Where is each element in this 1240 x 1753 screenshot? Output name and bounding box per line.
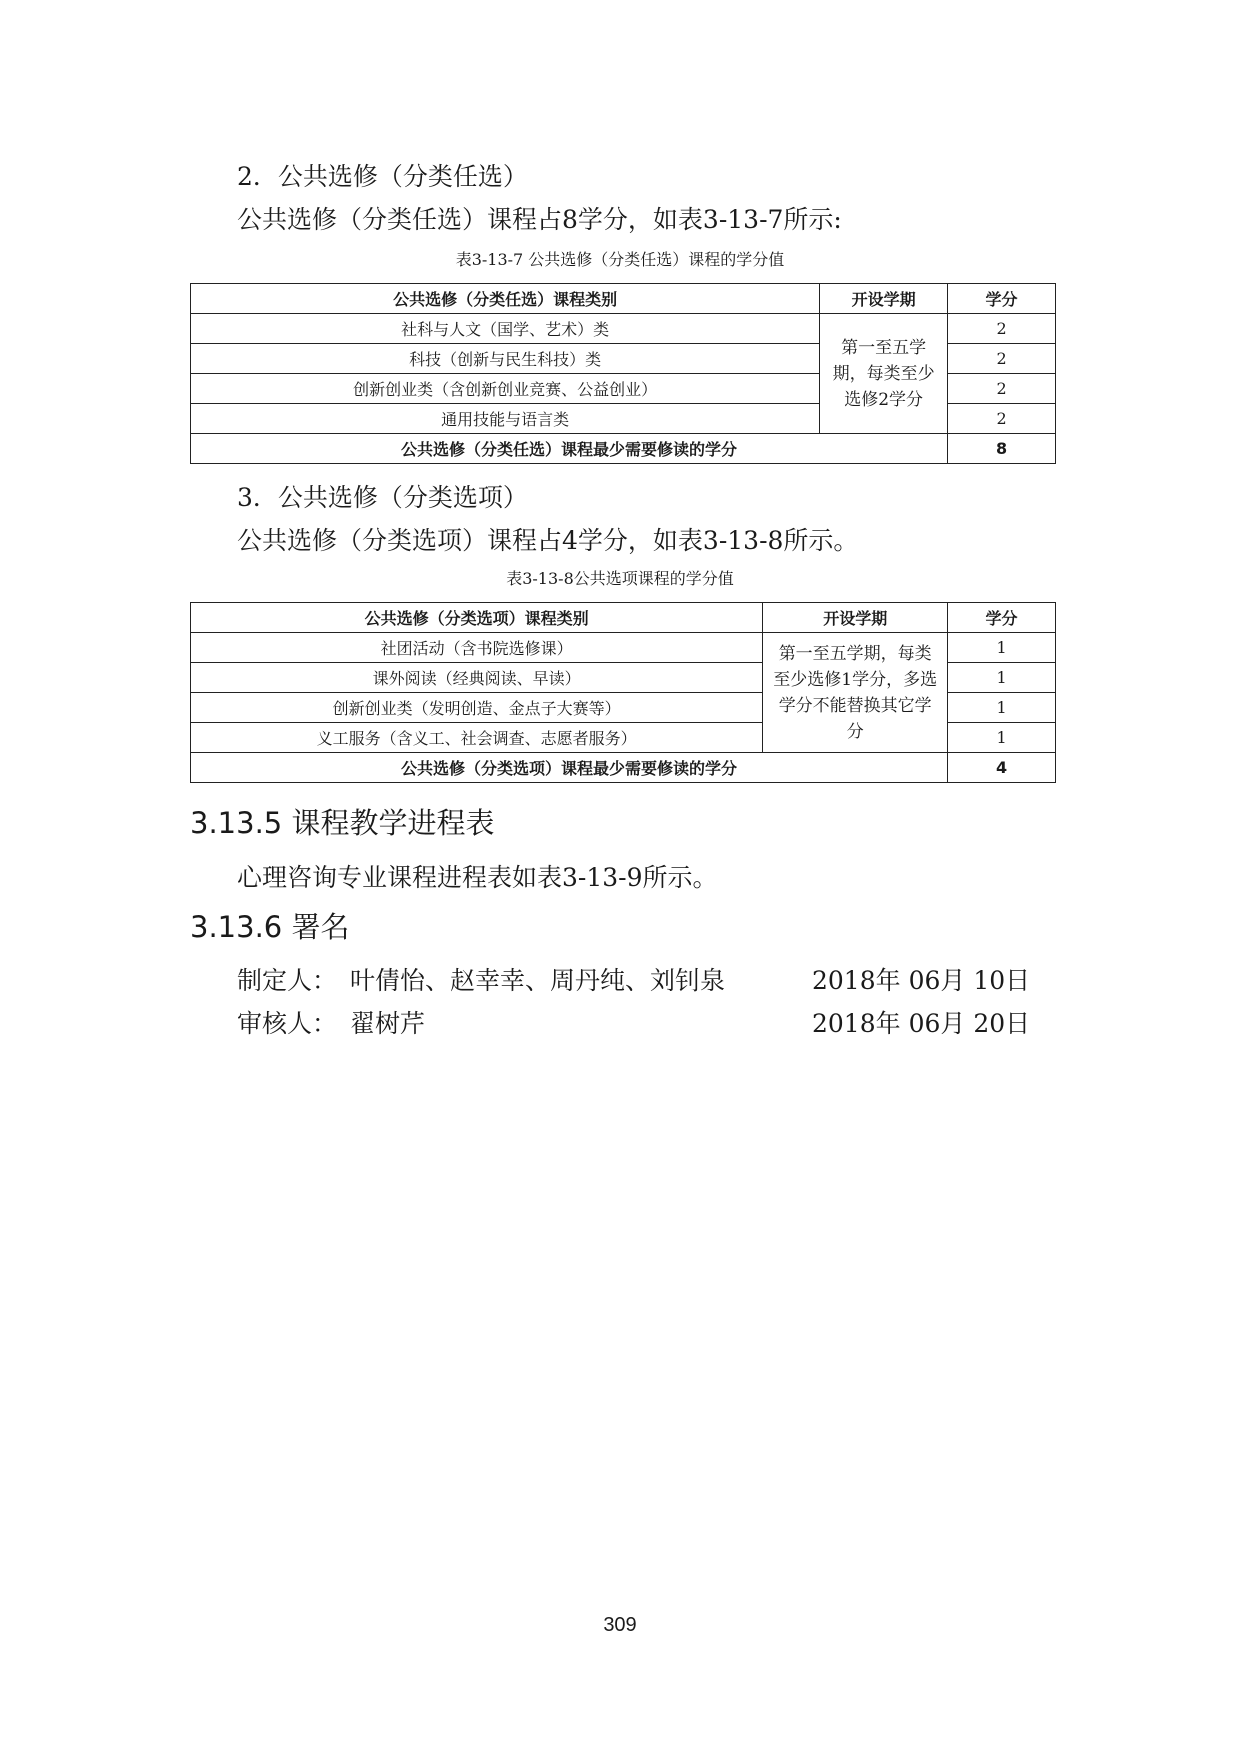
table2 [190, 602, 1056, 783]
table2-header-category: 公共选修（分类选项）课程类别 [191, 603, 763, 633]
table1-header-category: 公共选修（分类任选）课程类别 [191, 284, 820, 314]
page-number: 309 [603, 1614, 637, 1636]
table2-total-value: 4 [948, 753, 1056, 783]
table1-row-category: 通用技能与语言类 [191, 404, 820, 434]
table2-header-semester: 开设学期 [763, 603, 948, 633]
table2-row-credit: 1 [948, 663, 1056, 693]
signature-date: 2018年 06月 10日 [812, 966, 1031, 995]
table2-row-credit: 1 [948, 633, 1056, 663]
table1 [190, 283, 1056, 464]
section2-heading: 2．公共选修（分类任选） [237, 162, 528, 191]
table1-total-value: 8 [948, 434, 1056, 464]
signature-date: 2018年 06月 20日 [812, 1009, 1031, 1038]
table2-row-category: 义工服务（含义工、社会调查、志愿者服务） [191, 723, 763, 753]
table-row [191, 314, 1056, 344]
table2-caption: 表3-13-8公共选项课程的学分值 [506, 569, 734, 588]
table1-row-category: 社科与人文（国学、艺术）类 [191, 314, 820, 344]
signature-role: 审核人： [237, 1009, 338, 1038]
table2-header-credit: 学分 [948, 603, 1056, 633]
table1-row-category: 科技（创新与民生科技）类 [191, 344, 820, 374]
signature-names: 叶倩怡、赵幸幸、周丹纯、刘钊泉 [350, 966, 726, 995]
table1-semester-cell: 第一至五学期，每类至少选修2学分 [820, 314, 948, 434]
table2-row-credit: 1 [948, 723, 1056, 753]
section-3-13-5-text: 心理咨询专业课程进程表如表3-13-9所示。 [237, 863, 718, 892]
signature-role: 制定人： [237, 966, 338, 995]
signature-names: 翟树芹 [350, 1009, 426, 1038]
table2-header-row [191, 603, 1056, 633]
table1-row-credit: 2 [948, 314, 1056, 344]
section-3-13-6-heading: 3.13.6 署名 [190, 910, 350, 944]
table2-row-credit: 1 [948, 693, 1056, 723]
table2-row-category: 社团活动（含书院选修课） [191, 633, 763, 663]
table1-row-credit: 2 [948, 344, 1056, 374]
table2-total-row [191, 753, 1056, 783]
table-row [191, 633, 1056, 663]
table1-header-row [191, 284, 1056, 314]
table1-caption: 表3-13-7 公共选修（分类任选）课程的学分值 [455, 250, 785, 269]
table2-semester-cell: 第一至五学期，每类至少选修1学分，多选学分不能替换其它学分 [763, 633, 948, 753]
table2-row-category: 创新创业类（发明创造、金点子大赛等） [191, 693, 763, 723]
table1-total-row [191, 434, 1056, 464]
section3-heading: 3．公共选修（分类选项） [237, 483, 528, 512]
table1-header-semester: 开设学期 [820, 284, 948, 314]
table2-total-label: 公共选修（分类选项）课程最少需要修读的学分 [191, 753, 948, 783]
section2-intro: 公共选修（分类任选）课程占8学分，如表3-13-7所示: [237, 205, 842, 234]
section-3-13-5-heading: 3.13.5 课程教学进程表 [190, 806, 495, 840]
section3-intro: 公共选修（分类选项）课程占4学分，如表3-13-8所示。 [237, 526, 859, 555]
table1-row-credit: 2 [948, 374, 1056, 404]
table1-total-label: 公共选修（分类任选）课程最少需要修读的学分 [191, 434, 948, 464]
table1-row-category: 创新创业类（含创新创业竞赛、公益创业） [191, 374, 820, 404]
table1-header-credit: 学分 [948, 284, 1056, 314]
table2-row-category: 课外阅读（经典阅读、早读） [191, 663, 763, 693]
table1-row-credit: 2 [948, 404, 1056, 434]
